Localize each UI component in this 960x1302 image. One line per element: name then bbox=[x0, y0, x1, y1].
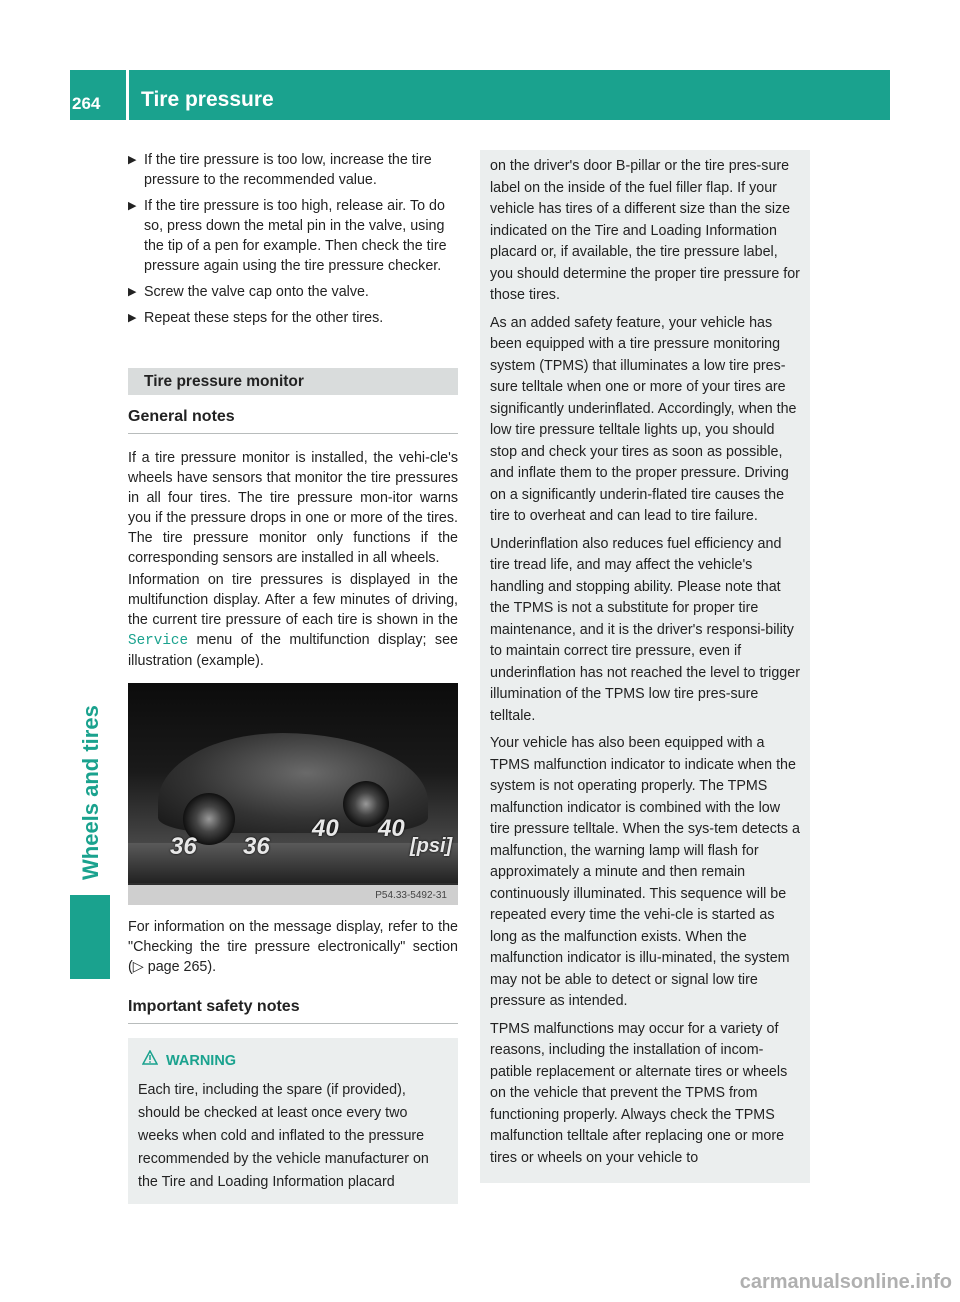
pressure-front-left: 36 bbox=[170, 833, 197, 860]
side-tab-label: Wheels and tires bbox=[78, 705, 103, 880]
warning-label: WARNING bbox=[166, 1053, 237, 1069]
general-notes-heading: General notes bbox=[128, 403, 458, 434]
header-divider bbox=[126, 70, 129, 120]
warning-continued-box bbox=[480, 150, 810, 1183]
page-reference-arrow-icon: ▷ bbox=[132, 959, 144, 975]
page-title: Tire pressure bbox=[141, 88, 274, 111]
message-display-paragraph bbox=[128, 917, 458, 977]
pressure-rear-left: 36 bbox=[243, 833, 270, 860]
side-tab-block bbox=[70, 895, 110, 979]
bullet-text: If the tire pressure is too low, increase the tire pressure to the recommended value. bbox=[144, 152, 432, 188]
page-number: 264 bbox=[72, 94, 101, 113]
paragraph-text: menu of the multifunction display; see illustration (example). bbox=[128, 632, 458, 669]
bullet-text: If the tire pressure is too high, release air. To do so, press down the metal pin in the valve, using the tip of a pen for example. Then check the tire pressure again using the tire pressure checker. bbox=[144, 198, 447, 274]
section-title: Tire pressure monitor bbox=[128, 368, 458, 395]
bullet-arrow-icon: ▶ bbox=[128, 200, 137, 212]
tire-pressure-illustration bbox=[128, 683, 458, 905]
warning-header bbox=[142, 1050, 448, 1071]
pressure-front-right: 40 bbox=[312, 815, 339, 842]
watermark: carmanualsonline.info bbox=[739, 1271, 952, 1293]
bullet-text: Repeat these steps for the other tires. bbox=[144, 310, 384, 326]
general-notes-paragraph: If a tire pressure monitor is installed, the vehi-cle's wheels have sensors that monitor the tire pressures in all four tires. The tire pressure mon-itor warns you if the pressure drops in one or more of the tires. The tire pressure monitor only functions if the corresponding sensors are installed in all wheels. bbox=[128, 450, 458, 566]
warning-triangle-icon bbox=[142, 1050, 160, 1071]
warning-paragraph: Underinflation also reduces fuel efficiency and tire tread life, and may affect the vehicle's handling and stopping ability. Please note that the TPMS is not a substitute for proper tire maintenance, and it is the driver's responsi-bility to maintain correct tire pressure, even if underinflation has not reached the level to trigger illumination of the TPMS low tire pres-sure telltale. bbox=[490, 535, 800, 724]
pressure-unit: [psi] bbox=[410, 835, 453, 857]
bullet-item bbox=[128, 308, 458, 328]
bullet-item bbox=[128, 282, 458, 302]
bullet-arrow-icon: ▶ bbox=[128, 154, 137, 166]
general-notes-paragraph-2 bbox=[128, 570, 458, 671]
bullet-arrow-icon: ▶ bbox=[128, 312, 137, 324]
bullet-item bbox=[128, 150, 458, 190]
paragraph-text: Information on tire pressures is displayed in the multifunction display. After a few minutes of driving, the current tire pressure of each tire is shown in the bbox=[128, 572, 458, 628]
bullet-item bbox=[128, 196, 458, 276]
left-column bbox=[128, 150, 458, 1204]
safety-heading: Important safety notes bbox=[128, 993, 458, 1024]
warning-text: Each tire, including the spare (if provided), should be checked at least once every two weeks when cold and inflated to the pressure recommended by the vehicle manufacturer on the Tire and Loading Information placard bbox=[138, 1082, 429, 1190]
warning-paragraph: As an added safety feature, your vehicle has been equipped with a tire pressure monitoring system (TPMS) that illuminates a low tire pres-sure telltale when one or more of your tires are significantly underinflated. Accordingly, when the low tire pressure telltale lights up, you should stop and check your tires as soon as possible, and inflate them to the proper pressure. Driving on a significantly underin-flated tire causes the tire to overheat and can lead to tire failure. bbox=[490, 314, 797, 524]
page-reference-link[interactable]: page 265). bbox=[147, 959, 217, 975]
figure-code: P54.33-5492-31 bbox=[372, 890, 450, 901]
paragraph-text: For information on the message display, refer to the "Checking the tire pressure electronically" section ( bbox=[128, 919, 458, 975]
warning-box bbox=[128, 1038, 458, 1204]
warning-paragraph: on the driver's door B-pillar or the tire pres-sure label on the inside of the fuel filler flap. If your vehicle has tires of a different size than the size indicated on the Tire and Loading Information placard or, if available, the tire pressure label, you should determine the proper tire pressure for those tires. bbox=[490, 158, 800, 303]
service-menu-name: Service bbox=[128, 633, 189, 649]
right-column bbox=[480, 150, 810, 1183]
warning-paragraph: TPMS malfunctions may occur for a variety of reasons, including the installation of incom-patible replacement or alternate tires or wheels on the vehicle that prevent the TPMS from functioning properly. Always check the TPMS malfunction telltale after replacing one or more tires or wheels on your vehicle to bbox=[490, 1020, 788, 1166]
pressure-rear-right: 40 bbox=[378, 815, 405, 842]
warning-paragraph: Your vehicle has also been equipped with a TPMS malfunction indicator to indicate when the system is not operating properly. The TPMS malfunction indicator is combined with the low tire pressure telltale. When the sys-tem detects a malfunction, the warning lamp will flash for approximately a minute and then remain continuously illuminated. This sequence will be repeated every time the vehi-cle is started as long as the malfunction exists. When the malfunction indicator is illu-minated, the system may not be able to detect or signal low tire pressure as intended. bbox=[490, 735, 800, 1009]
bullet-arrow-icon: ▶ bbox=[128, 286, 137, 298]
bullet-text: Screw the valve cap onto the valve. bbox=[144, 284, 369, 300]
